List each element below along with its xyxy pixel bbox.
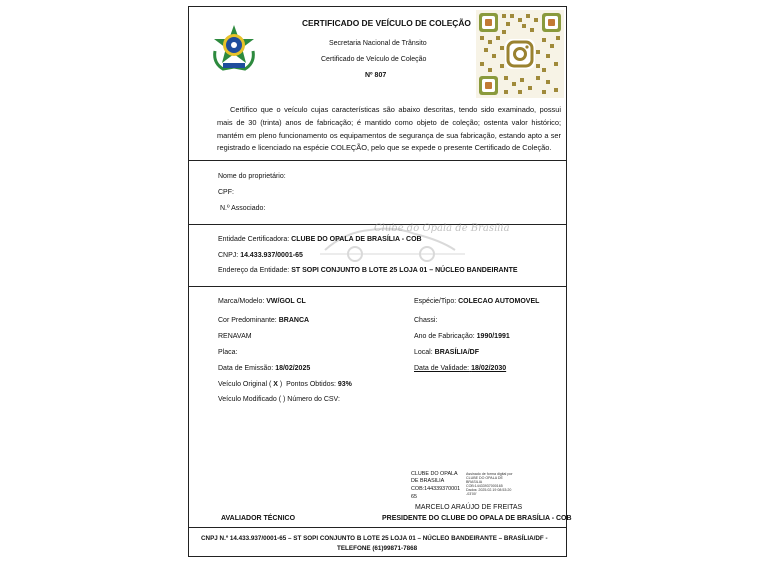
entity-name-label: Entidade Certificadora: xyxy=(218,236,290,243)
issue-date-field xyxy=(218,365,310,372)
manufacture-year-value: 1990/1991 xyxy=(476,333,510,340)
digital-signature-line: COB:14433937000165 xyxy=(466,484,503,488)
species-field xyxy=(414,298,539,305)
certificate-title: CERTIFICADO DE VEÍCULO DE COLEÇÃO xyxy=(302,18,471,28)
watermark-text: Clube do Opala de Brasília xyxy=(374,223,510,234)
entity-address-field xyxy=(218,267,518,274)
stamp-line: COB:144339370001 xyxy=(411,486,461,492)
entity-cnpj-value: 14.433.937/0001-65 xyxy=(240,252,303,259)
color-value: BRANCA xyxy=(278,317,310,324)
validity-date-label: Data de Validade: xyxy=(414,365,470,372)
validity-date-field xyxy=(414,365,506,372)
points-label: Pontos Obtidos: xyxy=(286,381,336,388)
plate-label: Placa: xyxy=(218,349,238,356)
chassis-label: Chassi: xyxy=(414,317,438,324)
entity-address-label: Endereço da Entidade: xyxy=(218,267,290,274)
section-divider xyxy=(189,160,566,161)
section-divider xyxy=(189,527,566,528)
brand-model-field xyxy=(218,298,306,305)
csv-label: Número do CSV: xyxy=(287,396,340,403)
entity-cnpj-field xyxy=(218,252,303,259)
instagram-qr-code-icon xyxy=(476,10,564,98)
original-vehicle-close: ) xyxy=(279,381,283,388)
section-divider xyxy=(189,286,566,287)
points-value: 93% xyxy=(337,381,352,388)
brazil-coat-of-arms-icon xyxy=(209,23,259,73)
brand-model-value: VW/GOL CL xyxy=(266,298,306,305)
owner-cpf-label: CPF: xyxy=(218,189,234,196)
certificate-number: Nº 807 xyxy=(365,72,387,79)
associate-number-label: N.º Associado: xyxy=(220,205,266,212)
footer-phone: TELEFONE (61)99871-7868 xyxy=(337,545,418,552)
digital-signature-line: -03'00' xyxy=(466,492,477,496)
entity-name-field xyxy=(218,236,422,243)
location-value: BRASÍLIA/DF xyxy=(434,349,479,356)
technical-evaluator-role: AVALIADOR TÉCNICO xyxy=(221,515,296,522)
validity-date-value: 18/02/2030 xyxy=(471,365,507,372)
digital-signature-line: BRASILIA xyxy=(466,480,483,484)
modified-vehicle-field xyxy=(218,396,340,403)
modified-vehicle-label: Veículo Modificado ( ) xyxy=(218,396,286,403)
document-subtitle: Certificado de Veículo de Coleção xyxy=(321,56,427,63)
stamp-line: CLUBE DO OPALA xyxy=(411,471,458,477)
entity-address-value: ST SOPI CONJUNTO B LOTE 25 LOJA 01 – NÚCLEO BANDEIRANTE xyxy=(291,267,518,274)
issue-date-label: Data de Emissão: xyxy=(218,365,274,372)
original-vehicle-field xyxy=(218,381,352,388)
species-value: COLECAO AUTOMOVEL xyxy=(458,298,540,305)
stamp-line: 65 xyxy=(411,494,417,500)
digital-signature-line: Assinado de forma digital por xyxy=(466,472,513,476)
location-label: Local: xyxy=(414,349,433,356)
stamp-line: DE BRASILIA xyxy=(411,478,445,484)
footer-address: CNPJ N.º 14.433.937/0001-65 – ST SOPI CONJUNTO B LOTE 25 LOJA 01 – NÚCLEO BANDEIRANTE – BRASÍLIA/DF - xyxy=(201,535,548,542)
renavam-label: RENAVAM xyxy=(218,333,252,340)
president-role: PRESIDENTE DO CLUBE DO OPALA DE BRASÍLIA - COB xyxy=(382,515,572,522)
certification-statement: Certifico que o veículo cujas características são abaixo descritas, tendo sido examinado, possui mais de 30 (trinta) anos de fabricação; é mantido como objeto de coleção; ostenta valor histórico; mantém em pleno funcionamento os equipamentos de segurança de sua fabricação, estando apto a ser registrado e licenciado na espécie COLEÇÃO, pelo que se expede o presente Certificado de Coleção. xyxy=(217,105,561,153)
owner-name-label: Nome do proprietário: xyxy=(218,173,286,180)
signer-name: MARCELO ARAÚJO DE FREITAS xyxy=(415,504,523,511)
color-field xyxy=(218,317,309,324)
manufacture-year-label: Ano de Fabricação: xyxy=(414,333,475,340)
original-vehicle-mark: X xyxy=(273,381,278,388)
digital-signature-line: CLUBE DO OPALA DE xyxy=(466,476,503,480)
entity-cnpj-label: CNPJ: xyxy=(218,252,239,259)
location-field xyxy=(414,349,479,356)
species-label: Espécie/Tipo: xyxy=(414,298,457,305)
brand-model-label: Marca/Modelo: xyxy=(218,298,265,305)
certificate-page xyxy=(188,6,572,557)
manufacture-year-field xyxy=(414,333,510,340)
color-label: Cor Predominante: xyxy=(218,317,277,324)
digital-signature-line: Dados: 2025.02.19 08:53:20 xyxy=(466,488,512,492)
issue-date-value: 18/02/2025 xyxy=(275,365,311,372)
agency-subtitle: Secretaria Nacional de Trânsito xyxy=(329,40,427,47)
original-vehicle-label: Veículo Original ( xyxy=(218,381,272,388)
entity-name-value: CLUBE DO OPALA DE BRASÍLIA - COB xyxy=(291,236,422,243)
